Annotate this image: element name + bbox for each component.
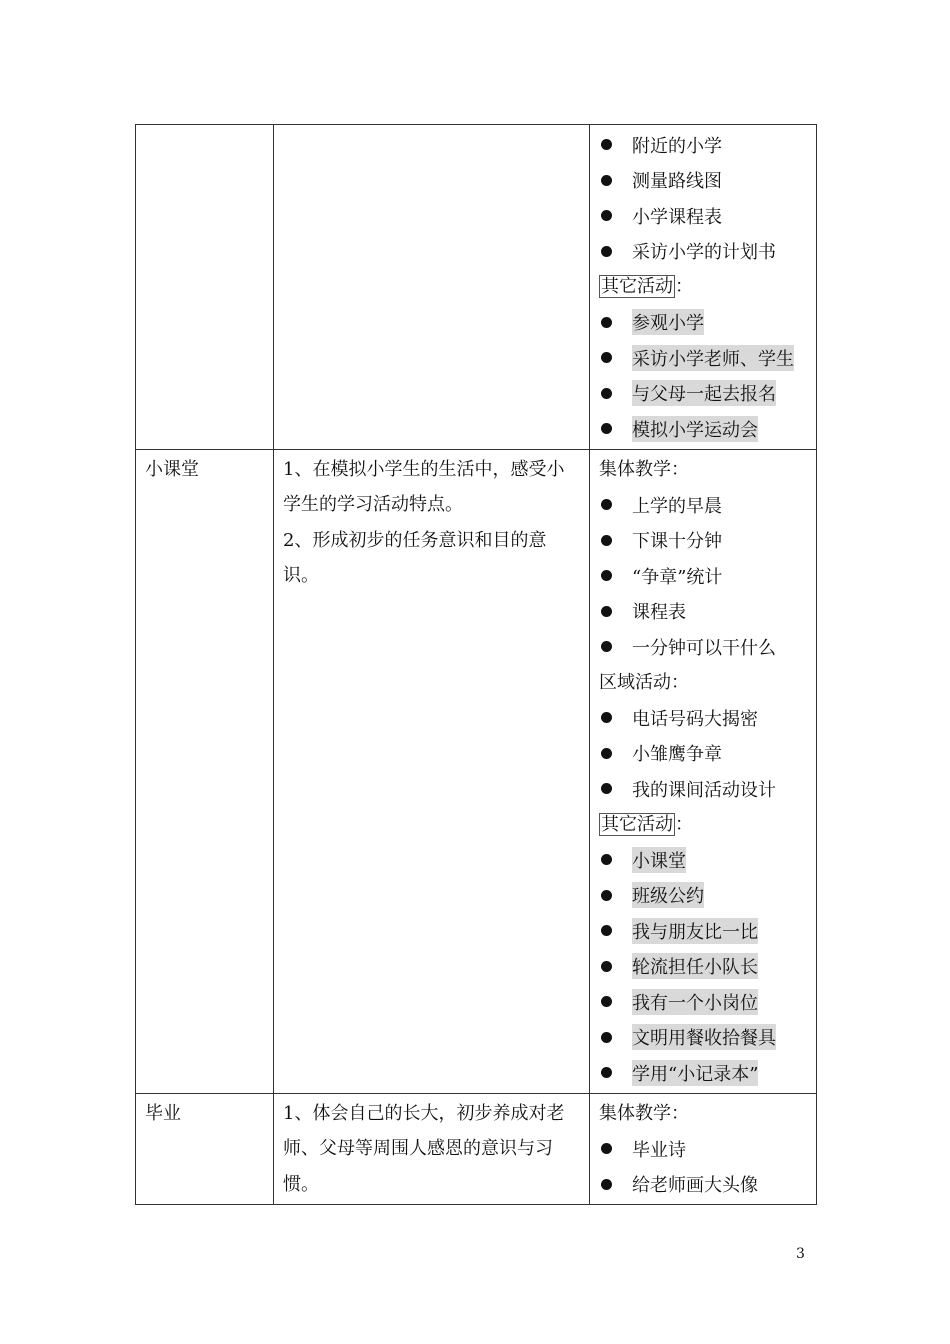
list-item — [599, 376, 808, 412]
activity-item-text: 我的课间活动设计 — [632, 779, 776, 801]
activity-item-text: 测量路线图 — [632, 171, 722, 193]
bullet-icon — [601, 854, 612, 865]
bullet-icon — [601, 210, 612, 221]
list-item — [599, 558, 808, 594]
activity-item-text: 采访小学老师、学生 — [632, 345, 794, 371]
activity-item-text: 学用“小记录本” — [632, 1060, 758, 1086]
list-item — [599, 487, 808, 523]
topic-name — [136, 125, 273, 165]
section-heading-colon: ： — [675, 276, 693, 297]
bullet-icon — [601, 317, 612, 328]
goal-text: 1、在模拟小学生的生活中，感受小学生的学习活动特点。 — [283, 458, 565, 515]
bullet-icon — [601, 139, 612, 150]
section-heading-label: 集体教学 — [599, 1102, 671, 1124]
bullet-icon — [601, 748, 612, 759]
bullet-icon — [601, 388, 612, 399]
bullet-icon — [601, 423, 612, 434]
list-item — [599, 736, 808, 772]
goal-text: 1、体会自己的长大，初步养成对老师、父母等周围人感恩的意识与习惯。 — [283, 1102, 565, 1195]
bullet-icon — [601, 712, 612, 723]
section-heading-label: 集体教学 — [599, 458, 671, 480]
topic-name: 毕业 — [145, 1102, 181, 1124]
section-heading-label: 其它活动 — [601, 276, 673, 297]
section-heading-colon: ： — [671, 671, 689, 693]
list-item — [599, 340, 808, 376]
list-item — [599, 913, 808, 949]
list-item — [599, 984, 808, 1020]
list-item — [599, 305, 808, 341]
curriculum-table-body — [136, 125, 817, 1205]
activity-item-text: 模拟小学运动会 — [632, 416, 758, 442]
bullet-icon — [601, 570, 612, 581]
activity-item-text: 小雏鹰争章 — [632, 744, 722, 766]
activity-item-text: 毕业诗 — [632, 1139, 686, 1161]
bullet-icon — [601, 961, 612, 972]
list-item — [599, 523, 808, 559]
activity-item-text: 我与朋友比一比 — [632, 918, 758, 944]
table-row — [136, 1093, 817, 1205]
activity-item-text: 一分钟可以干什么 — [632, 637, 776, 659]
bullet-icon — [601, 925, 612, 936]
activity-item-text: 附近的小学 — [632, 135, 722, 157]
activity-item-text: 小课堂 — [632, 847, 686, 873]
activity-item-text: “争章”统计 — [632, 566, 723, 588]
bullet-icon — [601, 352, 612, 363]
bullet-icon — [601, 499, 612, 510]
list-item — [599, 629, 808, 665]
list-item — [599, 771, 808, 807]
bullet-icon — [601, 535, 612, 546]
bullet-icon — [601, 606, 612, 617]
bullet-icon — [601, 1179, 612, 1190]
activity-section-heading — [599, 665, 808, 701]
list-item — [599, 1131, 808, 1167]
topic-cell — [136, 1093, 274, 1205]
bullet-icon — [601, 246, 612, 257]
list-item — [599, 234, 808, 270]
activity-item-text: 小学课程表 — [632, 206, 722, 228]
activity-section-heading — [599, 807, 808, 843]
activity-section-heading — [599, 1096, 808, 1132]
list-item — [599, 411, 808, 447]
activity-section-heading — [599, 452, 808, 488]
list-item — [599, 198, 808, 234]
section-heading-colon: ： — [671, 458, 689, 480]
activities-cell — [590, 125, 817, 450]
list-item — [599, 163, 808, 199]
bullet-icon — [601, 1143, 612, 1154]
bullet-icon — [601, 641, 612, 652]
list-item — [599, 1167, 808, 1203]
list-item — [599, 127, 808, 163]
topic-name: 小课堂 — [145, 458, 199, 480]
activities-cell — [590, 1093, 817, 1205]
list-item — [599, 842, 808, 878]
activity-item-text: 轮流担任小队长 — [632, 953, 758, 979]
section-heading-label: 其它活动 — [601, 813, 673, 835]
page-number: 3 — [796, 1246, 805, 1262]
list-item — [599, 594, 808, 630]
activity-item-text: 课程表 — [632, 602, 686, 624]
activity-item-text: 参观小学 — [632, 309, 704, 335]
bullet-icon — [601, 1067, 612, 1078]
table-row — [136, 449, 817, 1093]
activity-item-text: 采访小学的计划书 — [632, 242, 776, 264]
activity-item-text: 与父母一起去报名 — [632, 380, 776, 406]
list-item — [599, 878, 808, 914]
bullet-icon — [601, 783, 612, 794]
bullet-icon — [601, 996, 612, 1007]
table-row — [136, 125, 817, 450]
bullet-icon — [601, 890, 612, 901]
activity-item-text: 我有一个小岗位 — [632, 989, 758, 1015]
section-heading-colon: ： — [671, 1102, 689, 1124]
curriculum-table — [135, 124, 817, 1205]
activities-cell — [590, 449, 817, 1093]
goals-cell — [274, 449, 590, 1093]
list-item — [599, 700, 808, 736]
activity-item-text: 电话号码大揭密 — [632, 708, 758, 730]
goals-cell — [274, 1093, 590, 1205]
topic-cell — [136, 449, 274, 1093]
activity-item-text: 给老师画大头像 — [632, 1175, 758, 1197]
goal-text: 2、形成初步的任务意识和目的意识。 — [283, 529, 547, 586]
activity-item-text: 班级公约 — [632, 882, 704, 908]
activity-section-heading — [599, 269, 808, 305]
topic-cell — [136, 125, 274, 450]
bullet-icon — [601, 1032, 612, 1043]
list-item — [599, 1055, 808, 1091]
section-heading-label: 区域活动 — [599, 671, 671, 693]
list-item — [599, 949, 808, 985]
activity-item-text: 下课十分钟 — [632, 531, 722, 553]
bullet-icon — [601, 175, 612, 186]
goals-cell — [274, 125, 590, 450]
list-item — [599, 1020, 808, 1056]
activity-item-text: 文明用餐收拾餐具 — [632, 1024, 776, 1050]
activity-item-text: 上学的早晨 — [632, 495, 722, 517]
section-heading-colon: ： — [675, 813, 693, 835]
